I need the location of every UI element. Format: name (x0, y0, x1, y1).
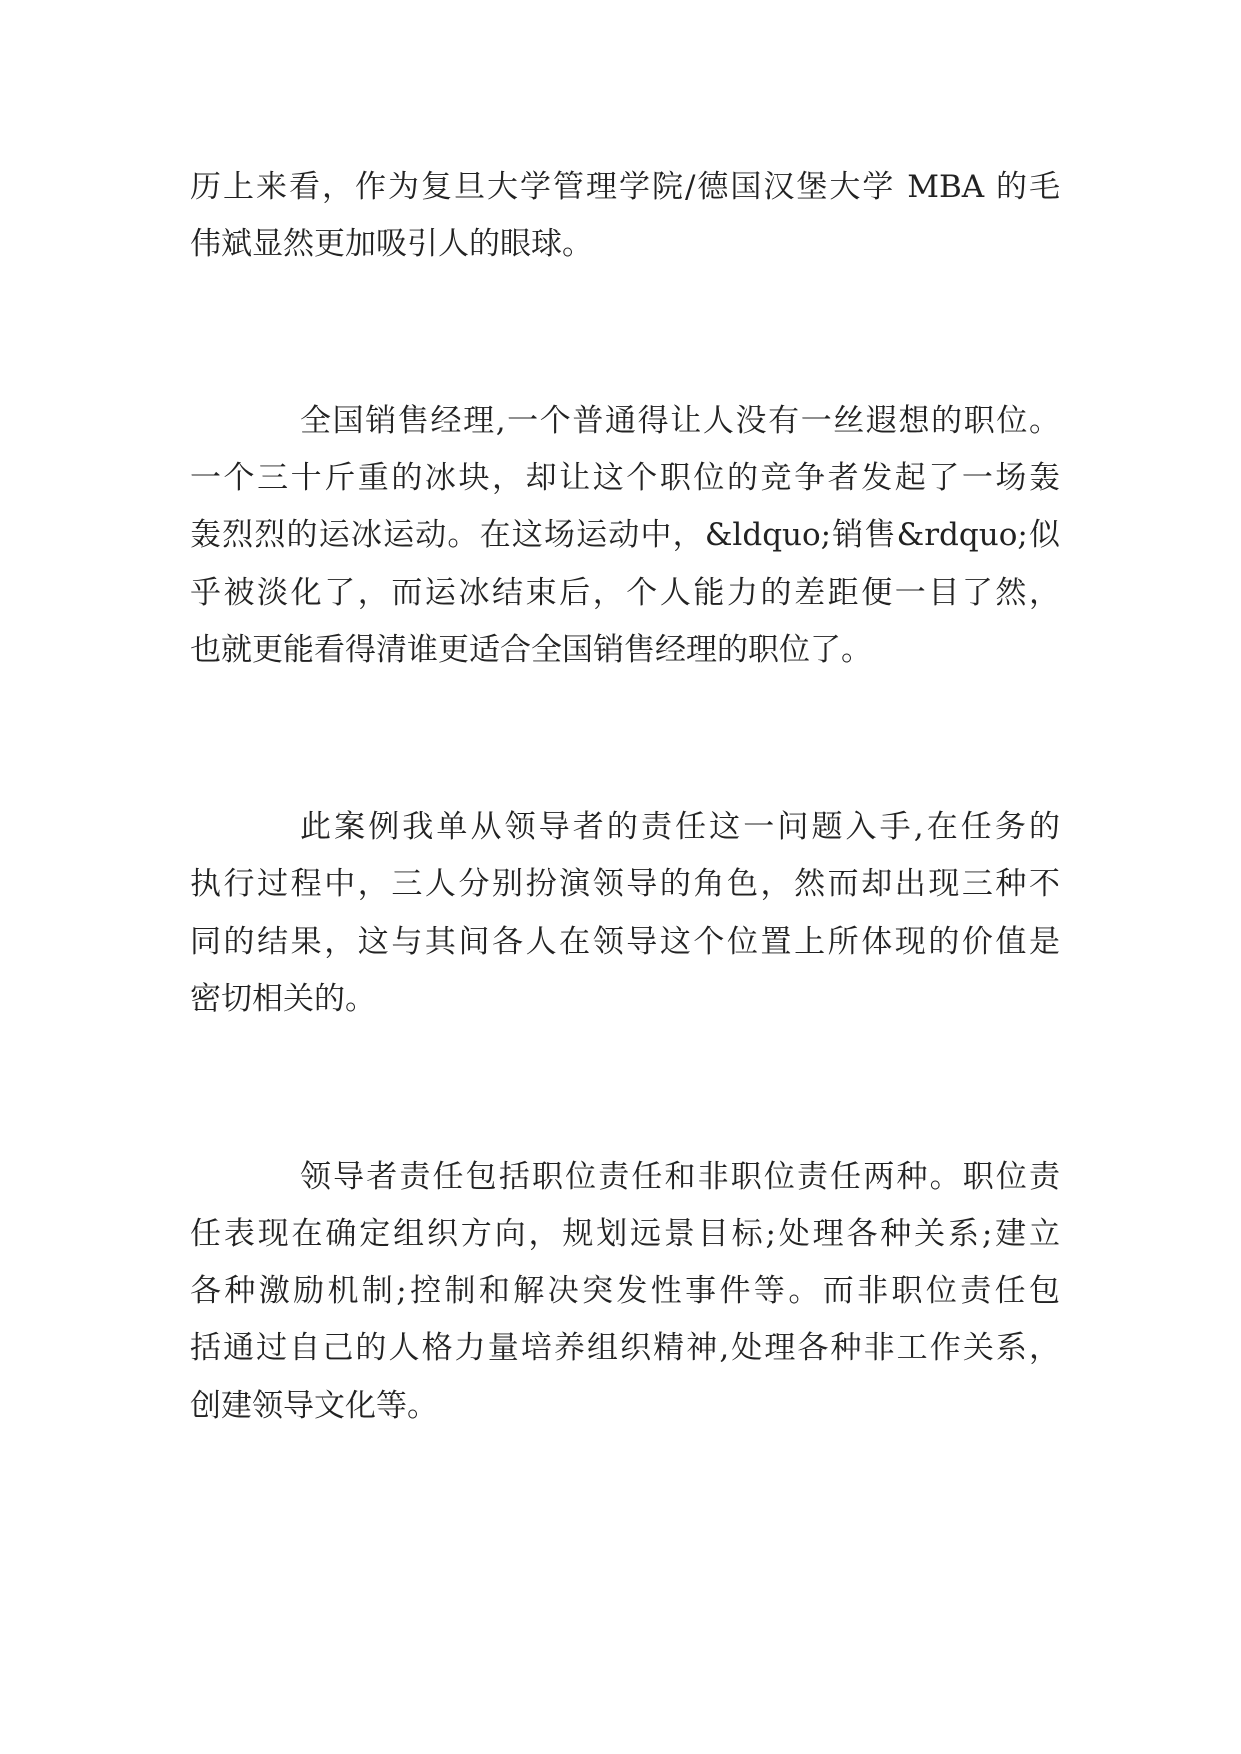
paragraph-line: 括通过自己的人格力量培养组织精神,处理各种非工作关系， (190, 1330, 1060, 1366)
paragraph-line: 密切相关的。 (190, 981, 376, 1017)
paragraph-line: 各种激励机制;控制和解决突发性事件等。而非职位责任包 (190, 1273, 1060, 1309)
paragraph-line: 乎被淡化了，而运冰结束后，个人能力的差距便一目了然， (190, 575, 1060, 611)
paragraph-line: 任表现在确定组织方向，规划远景目标;处理各种关系;建立 (190, 1216, 1060, 1252)
paragraph-line: 执行过程中，三人分别扮演领导的角色，然而却出现三种不 (190, 866, 1060, 902)
paragraph-line: 全国销售经理,一个普通得让人没有一丝遐想的职位。 (300, 403, 1060, 439)
paragraph-line: 此案例我单从领导者的责任这一问题入手,在任务的 (300, 809, 1060, 845)
paragraph-line: 一个三十斤重的冰块，却让这个职位的竞争者发起了一场轰 (190, 460, 1060, 496)
paragraph-line: 伟斌显然更加吸引人的眼球。 (190, 226, 593, 262)
paragraph-line: 同的结果，这与其间各人在领导这个位置上所体现的价值是 (190, 924, 1060, 960)
paragraph-line: 领导者责任包括职位责任和非职位责任两种。职位责 (300, 1159, 1060, 1195)
paragraph-line: 历上来看，作为复旦大学管理学院/德国汉堡大学 MBA 的毛 (190, 169, 1060, 205)
paragraph-line: 也就更能看得清谁更适合全国销售经理的职位了。 (190, 632, 872, 668)
paragraph-line: 创建领导文化等。 (190, 1388, 438, 1424)
paragraph-line: 轰烈烈的运冰运动。在这场运动中，&ldquo;销售&rdquo;似 (190, 517, 1060, 553)
